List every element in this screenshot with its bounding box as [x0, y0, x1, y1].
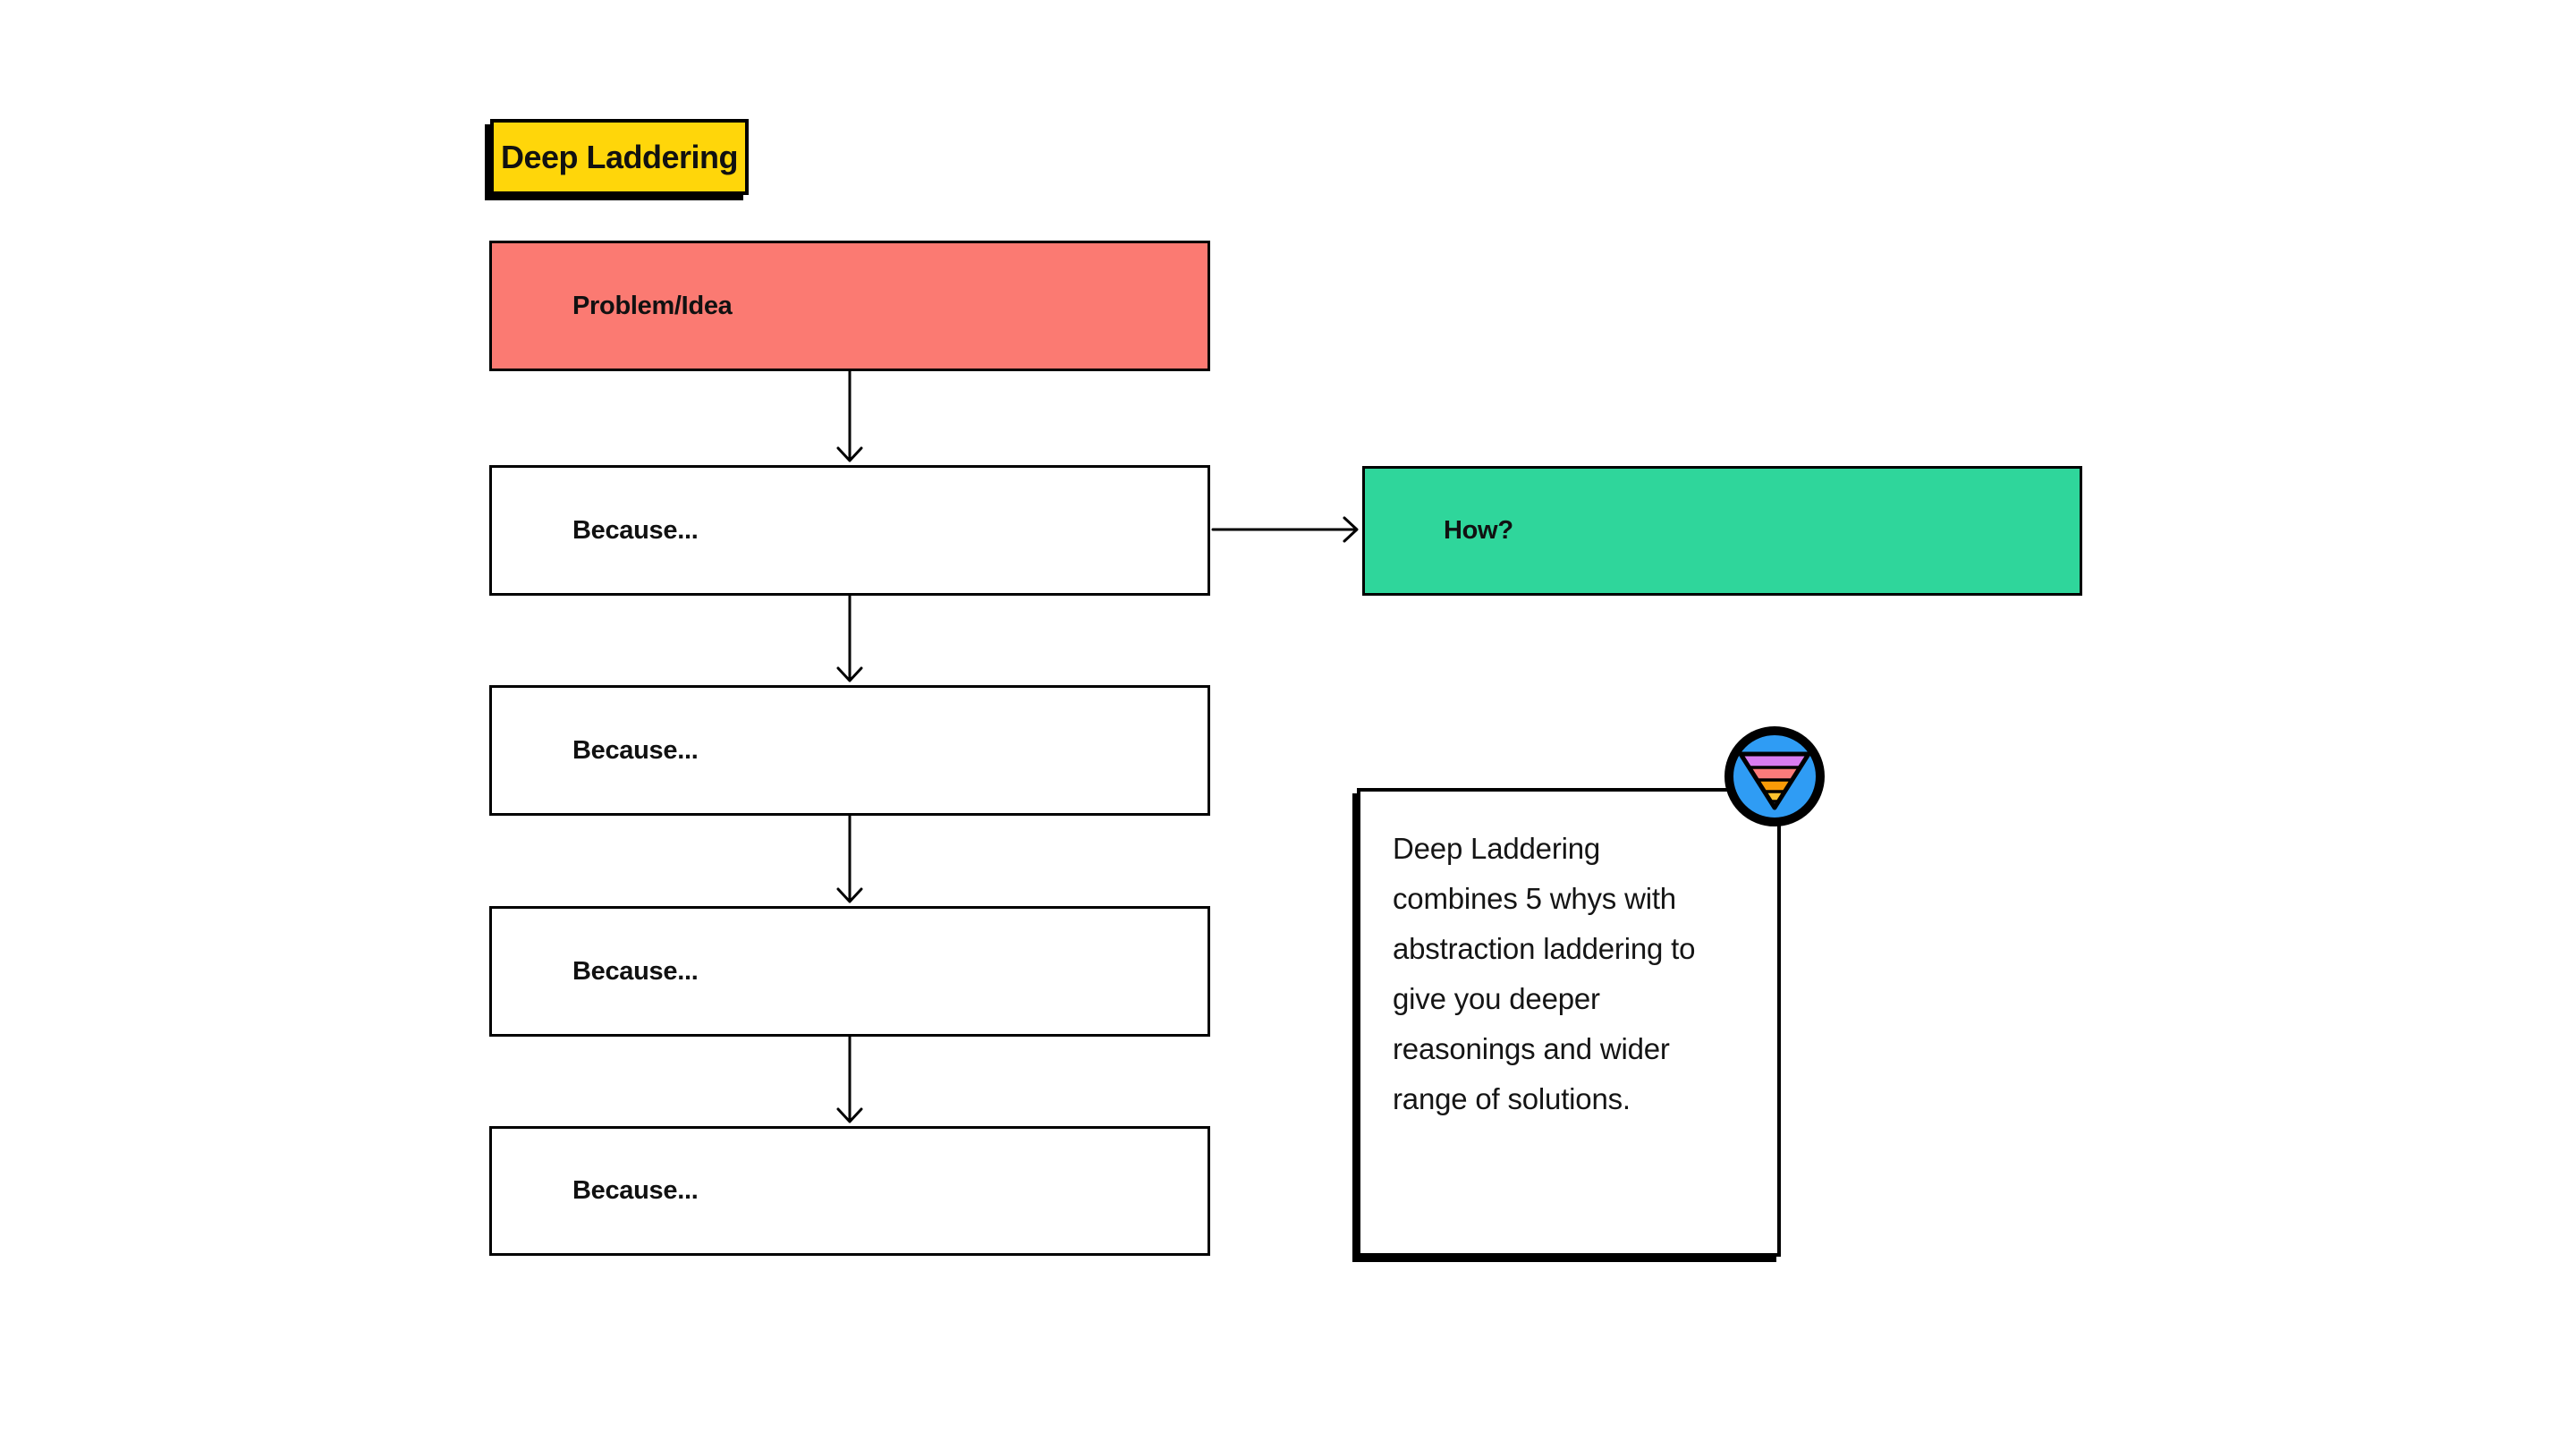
note-line: give you deeper — [1393, 982, 1600, 1015]
because-shape-3[interactable] — [489, 906, 1210, 1037]
because-shape-4[interactable] — [489, 1126, 1210, 1256]
because-label: Because... — [572, 735, 699, 765]
arrow-connector-down-1[interactable] — [838, 371, 861, 461]
because-label: Because... — [572, 1176, 699, 1205]
note-line: combines 5 whys with — [1393, 882, 1676, 915]
note-line: Deep Laddering — [1393, 832, 1601, 865]
note-line: reasonings and wider — [1393, 1032, 1670, 1065]
abstraction-pyramid-icon[interactable] — [1724, 725, 1826, 827]
because-label: Because... — [572, 956, 699, 986]
how-shape[interactable] — [1362, 466, 2082, 596]
because-shape-2[interactable] — [489, 685, 1210, 816]
arrow-connector-down-3[interactable] — [838, 816, 861, 902]
title-shape[interactable] — [490, 119, 749, 195]
note-line: range of solutions. — [1393, 1082, 1631, 1115]
how-label: How? — [1444, 516, 1513, 545]
because-label: Because... — [572, 515, 699, 545]
arrow-connector-down-2[interactable] — [838, 596, 861, 681]
title-label: Deep Laddering — [501, 138, 739, 175]
arrow-connector-down-4[interactable] — [838, 1037, 861, 1122]
note-text — [1393, 824, 1750, 1124]
problem-idea-label: Problem/Idea — [572, 291, 733, 320]
note-line: abstraction laddering to — [1393, 932, 1696, 965]
arrow-connector-right[interactable] — [1213, 518, 1357, 541]
because-shape-1[interactable] — [489, 465, 1210, 596]
problem-idea-shape[interactable] — [489, 241, 1210, 371]
note-card[interactable] — [1357, 788, 1781, 1257]
